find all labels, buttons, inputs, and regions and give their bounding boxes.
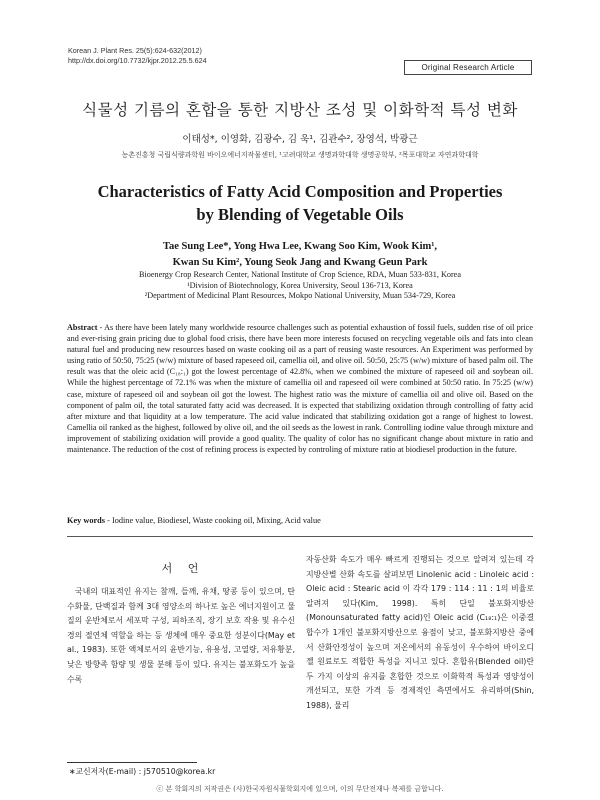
left-paragraph: 국내의 대표적인 유지는 참깨, 들깨, 유채, 땅콩 등이 있으며, 탄수화물, 단백질과 함께 3대 영양소의 하나로 높은 에너지원이고 물질의 운반체로서 세포막 구성, 피하조직, 장기 보호 작용 및 유수신경의 절연체 역할을 하는 등 생체에 매우 중요한 성분이다(May et al., 1983). 또한 액체로서의 윤반기능, 유용성, 고열량, 저유황분, 낮은 방향족 함량 및 생물 분해 등이 있다. 유지는 불포화도가 높을수록	[67, 587, 295, 684]
corresponding-author: ∗교신저자(E-mail) : j570510@korea.kr	[69, 767, 216, 776]
korean-title: 식물성 기름의 혼합을 통한 지방산 조성 및 이화학적 특성 변화	[82, 101, 518, 119]
section-heading-introduction: 서 언	[161, 562, 205, 575]
abstract-text: - As there have been lately many worldwide resource challenges such as potential exhaustion of fossil fuels, sudden rise of oil price and ever-rising grain pricing due to global food crisis, there have been more interests focused on recycling vegetable oils and fats into clean natural fuel and producing new resources based on waste cooking oil as a part of reusing waste resources. An Experiment was performed by using ratio of 50:50, 75:25 (w/w) mixture of based rapeseed oil, camellia oil, and olive oil. 50:50, 25:75 (w/w) mixture of based palm oil. The result was that the oleic acid (C₁₈:₁) got the lowest percentage of 42.8%, when we combined the mixture of rapeseed oil and soybean oil. While the highest percentage of 72.1% was when the mixture of camellia oil and rapeseed oil were combined at 50:50 ratio. In 75:25 (w/w) case, mixture of rapeseed oil and soybean oil got the lowest. The highest ratio was the mixture of camellia oil and olive oil. Based on the component of palm oil, the total saturated fatty acid was decreased. It is expected that stabilizing oxidation through controlling of fatty acid after mixture and that liquidity at a low temperature. The acid value indicated that stabilizing oxidation got a range of highest to lowest. Camellia oil ranked as the highest, followed by olive oil, and the oil seeds as the lowest in rank. Controlling iodine value through mixture and improvement of stabilizing oxidation will provide a good quality. The quality of color has no significant change about mixture in ratio and maintenance. The reduction of the cost of refining process is expected by controling of mixture ratio at biodiesel production in the future.	[67, 323, 533, 455]
article-type-badge: Original Research Article	[404, 60, 532, 75]
english-authors	[0, 239, 600, 271]
abstract	[67, 322, 533, 455]
abstract-label: Abstract	[67, 323, 98, 332]
keywords-label: Key words	[67, 516, 106, 525]
korean-authors: 이태성*, 이영화, 김광수, 김 욱¹, 김관수², 장영석, 박광근	[182, 134, 418, 145]
copyright-notice: ⓒ 본 학회지의 저작권은 (사)한국자원식물학회지에 있으며, 이의 무단전재나 복제를 금합니다.	[156, 785, 444, 793]
affiliation-3: ²Department of Medicinal Plant Resources, Mokpo National University, Muan 534-729, Korea	[144, 291, 456, 301]
right-paragraph: 자동산화 속도가 매우 빠르게 진행되는 것으로 알려져 있는데 각 지방산별 산화 속도를 살펴보면 Linolenic acid : Linoleic acid : Oleic acid : Stearic acid 이 각각 179 : 114 : 11 : 1의 비율로 알려져 있다(Kim, 1998). 특히 단일 불포화지방산(Monounsaturated fatty acid)인 Oleic acid (C₁₈:₁)은 이중결합수가 1개인 불포화지방산으로 융점이 낮고, 불포화지방산 중에서 산화안정성이 높으며 저온에서의 유동성이 우수하여 바이오디젤 원료로도 적합한 특성을 지니고 있다. 혼합유(Blended oil)란 두 가지 이상의 유지를 혼합한 것으로 이화학적 특성과 영양성이 개선되고, 또한 가격 등 경제적인 측면에서도 유리하며(Shin, 1988), 물리	[306, 555, 534, 710]
english-title-line1: Characteristics of Fatty Acid Composition and Properties	[97, 182, 503, 201]
doi-link[interactable]: http://dx.doi.org/10.7732/kjpr.2012.25.5.624	[68, 56, 207, 65]
keywords-text: - Iodine value, Biodiesel, Waste cooking oil, Mixing, Acid value	[105, 516, 321, 525]
section-divider	[67, 536, 533, 537]
affiliation-1: Bioenergy Crop Research Center, National Institute of Crop Science, RDA, Muan 533-831, Korea	[139, 270, 461, 279]
journal-citation	[68, 46, 207, 66]
keywords	[67, 516, 533, 525]
affiliation-2: ¹Division of Biotechnology, Korea University, Seoul 136-713, Korea	[187, 280, 413, 290]
footnote-rule	[67, 762, 197, 763]
english-title	[0, 180, 600, 226]
left-column	[67, 585, 295, 687]
english-authors-line1: Tae Sung Lee*, Yong Hwa Lee, Kwang Soo Kim, Wook Kim¹,	[162, 241, 438, 252]
english-affiliations	[0, 270, 600, 302]
right-column	[306, 553, 534, 714]
korean-affiliations: 농촌진흥청 국립식량과학원 바이오에너지작물센터, ¹고려대학교 생명과학대학 생명공학부, ²목포대학교 자연과학대학	[121, 151, 479, 159]
english-title-line2: by Blending of Vegetable Oils	[196, 205, 404, 224]
english-authors-line2: Kwan Su Kim², Young Seok Jang and Kwang Geun Park	[172, 257, 428, 268]
journal-volume-line: Korean J. Plant Res. 25(5):624-632(2012)	[68, 46, 202, 55]
